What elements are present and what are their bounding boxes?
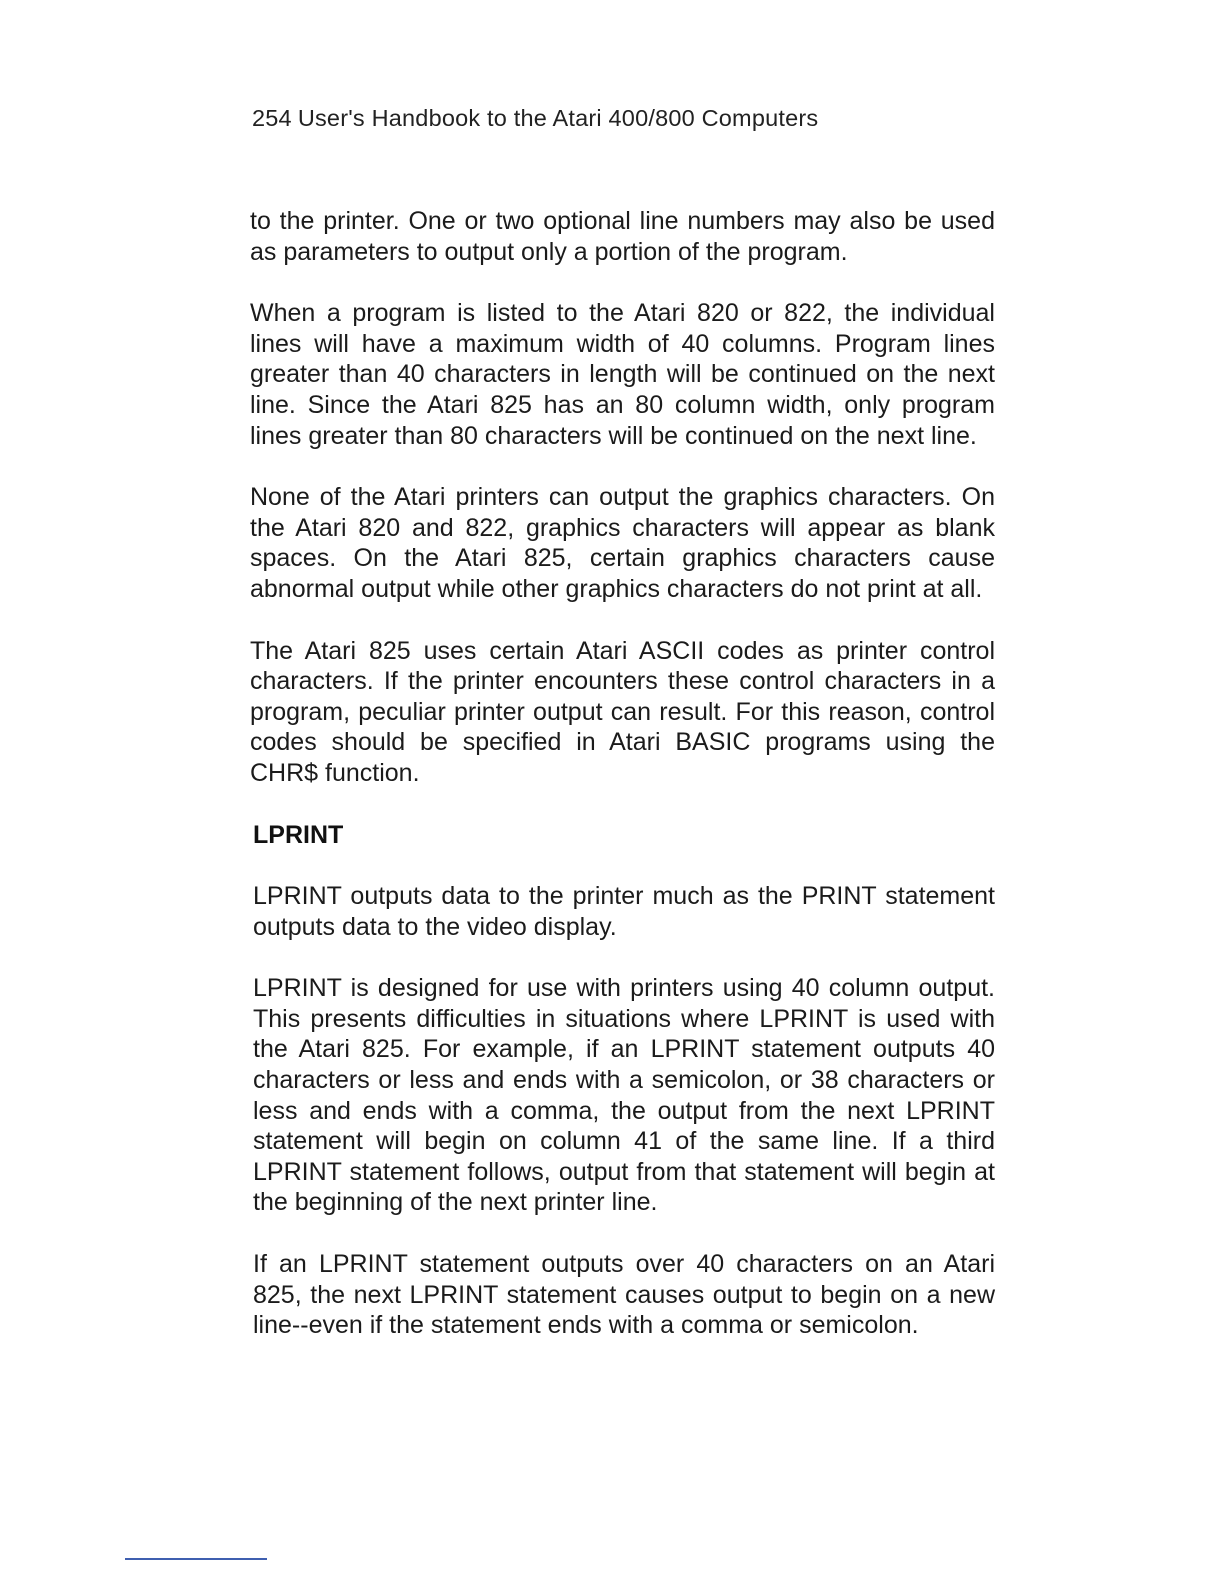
paragraph-control-codes: The Atari 825 uses certain Atari ASCII codes as printer control characters. If the printer encounters these control characters in a program, peculiar printer output can result. For this reason, control codes should be specified in Atari BASIC programs using the CHR$ function. <box>250 636 995 787</box>
page-number: 254 <box>252 105 292 131</box>
footer-rule <box>125 1558 267 1560</box>
paragraph-lprint-40-column: LPRINT is designed for use with printers using 40 column output. This presents difficulties in situations where LPRINT is used with the Atari 825. For example, if an LPRINT statement outputs 40 characters or less and ends with a semicolon, or 38 characters or less and ends with a comma, the output from the next LPRINT statement will begin on column 41 of the same line. If a third LPRINT statement follows, output from that statement will begin at the beginning of the next printer line. <box>253 974 995 1217</box>
section-heading-lprint: LPRINT <box>253 820 344 849</box>
paragraph-graphics-characters: None of the Atari printers can output the graphics characters. On the Atari 820 and 822, graphics characters will appear as blank spaces. On the Atari 825, certain graphics characters cause abnormal output while other graphics characters do not print at all. <box>250 483 995 603</box>
running-header <box>252 105 1012 132</box>
running-title: User's Handbook to the Atari 400/800 Computers <box>297 105 819 131</box>
paragraph-lprint-intro: LPRINT outputs data to the printer much as the PRINT statement outputs data to the video display. <box>253 882 995 941</box>
page-body <box>250 206 995 1372</box>
paragraph-listing-output: to the printer. One or two optional line numbers may also be used as parameters to output only a portion of the program. <box>250 207 995 266</box>
paragraph-lprint-new-line: If an LPRINT statement outputs over 40 characters on an Atari 825, the next LPRINT statement causes output to begin on a new line--even if the statement ends with a comma or semicolon. <box>253 1250 995 1340</box>
paragraph-line-width: When a program is listed to the Atari 820 or 822, the individual lines will have a maximum width of 40 columns. Program lines greater than 40 characters in length will be continued on the next line. Since the Atari 825 has an 80 column width, only program lines greater than 80 characters will be continued on the next line. <box>250 299 995 450</box>
